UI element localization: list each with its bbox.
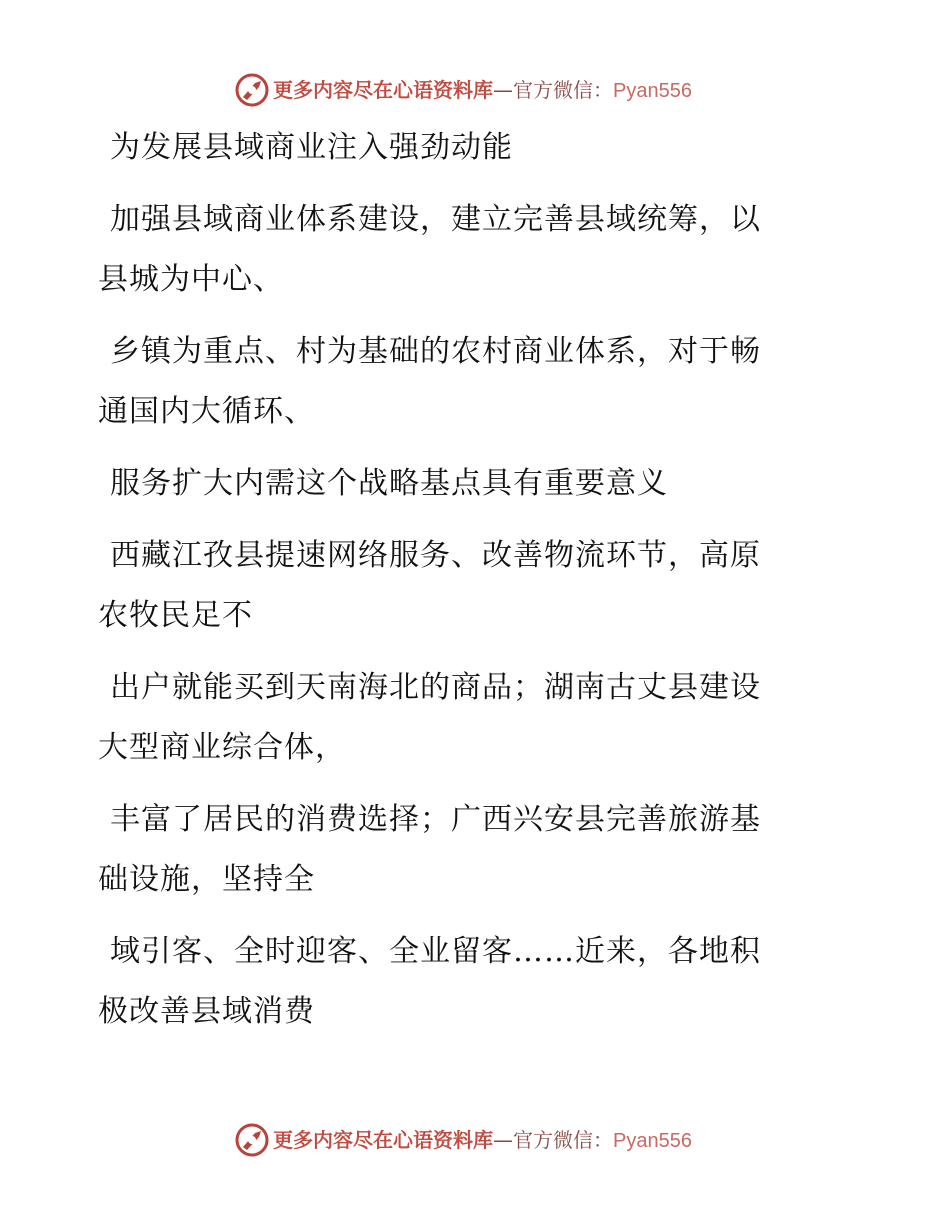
paragraph-4 <box>98 454 838 514</box>
document-body <box>98 118 838 1054</box>
paragraph-line: 为发展县域商业注入强劲动能 <box>110 130 513 165</box>
paragraph-6 <box>98 658 838 778</box>
banner-wechat-id: Pyan556 <box>613 79 692 102</box>
paragraph-line: 础设施，坚持全 <box>98 862 315 897</box>
paragraph-line: 加强县域商业体系建设，建立完善县域统筹，以 <box>110 202 761 237</box>
paragraph-line: 丰富了居民的消费选择；广西兴安县完善旅游基 <box>110 802 761 837</box>
paragraph-line: 农牧民足不 <box>98 598 253 633</box>
paragraph-8 <box>98 922 838 1042</box>
paragraph-line: 乡镇为重点、村为基础的农村商业体系，对于畅 <box>110 334 761 369</box>
paragraph-7 <box>98 790 838 910</box>
paragraph-line: 域引客、全时迎客、全业留客……近来，各地积 <box>110 934 761 969</box>
banner-separator: — <box>493 77 513 102</box>
paragraph-line: 大型商业综合体， <box>98 730 346 765</box>
paragraph-2 <box>98 190 838 310</box>
banner-official-label: 官方微信： <box>513 1127 613 1152</box>
logo-icon <box>235 1123 269 1157</box>
paragraph-3 <box>98 322 838 442</box>
footer-banner <box>235 1122 715 1158</box>
banner-separator: — <box>493 1127 513 1152</box>
banner-main-text: 更多内容尽在心语资料库 <box>273 1127 493 1152</box>
banner-main-text: 更多内容尽在心语资料库 <box>273 77 493 102</box>
paragraph-1 <box>98 118 838 178</box>
paragraph-line: 西藏江孜县提速网络服务、改善物流环节，高原 <box>110 538 761 573</box>
paragraph-line: 出户就能买到天南海北的商品；湖南古丈县建设 <box>110 670 761 705</box>
paragraph-line: 通国内大循环、 <box>98 394 315 429</box>
paragraph-5 <box>98 526 838 646</box>
paragraph-line: 县城为中心、 <box>98 262 284 297</box>
banner-wechat-id: Pyan556 <box>613 1129 692 1152</box>
paragraph-line: 极改善县域消费 <box>98 994 315 1029</box>
paragraph-line: 服务扩大内需这个战略基点具有重要意义 <box>110 466 668 501</box>
logo-icon <box>235 73 269 107</box>
header-banner <box>235 72 715 108</box>
banner-official-label: 官方微信： <box>513 77 613 102</box>
